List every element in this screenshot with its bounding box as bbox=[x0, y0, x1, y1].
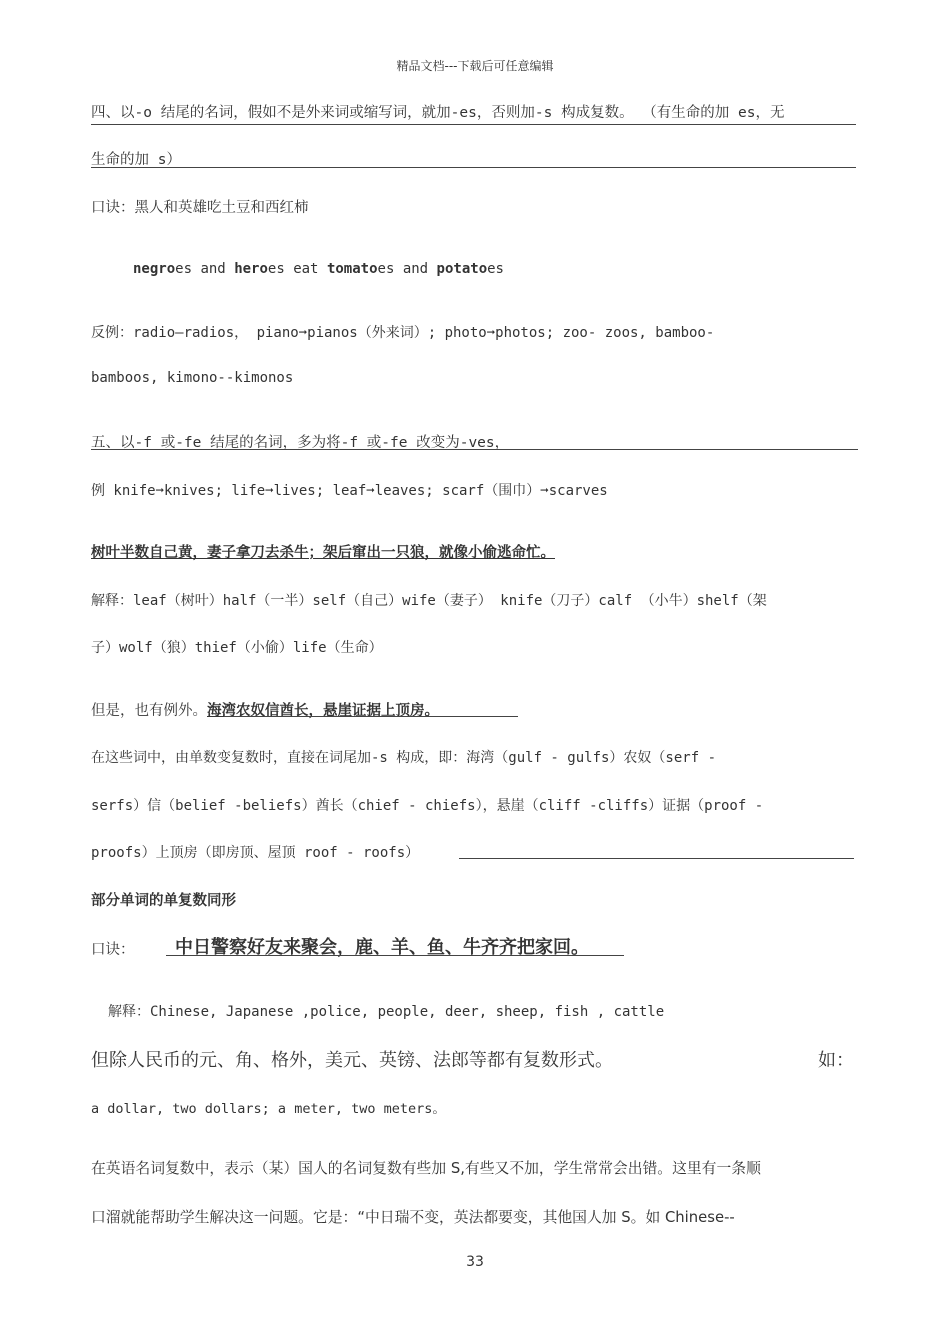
word-stem: tomato bbox=[326, 261, 378, 277]
same-form-label: 口诀： bbox=[91, 942, 135, 958]
counter-line1: 反例：radio—radios， piano➞pianos（外来词）; photo➞photos; zoo- zoos, bamboo- bbox=[91, 325, 715, 341]
section5-title: 五、以-f 或-fe 结尾的名词，多为将-f 或-fe 改变为-ves， bbox=[91, 435, 510, 451]
same-form-rhyme: 中日警察好友来聚会，鹿、羊、鱼、牛齐齐把家回。 bbox=[175, 937, 589, 958]
conj-and: and bbox=[402, 261, 429, 277]
same-form-underline bbox=[166, 955, 624, 956]
section5-examples: 例 knife➞knives; life➞lives; leaf➞leaves; scarf（围巾）➞scarves bbox=[91, 483, 608, 499]
word-suffix: es bbox=[487, 261, 504, 277]
section4-line1: 四、以-o 结尾的名词，假如不是外来词或缩写词，就加-es，否则加-s 构成复数。 （有生命的加 es，无 bbox=[91, 105, 785, 121]
nation-line1: 在英语名词复数中，表示（某）国人的名词复数有些加 S,有些又不加，学生常常会出错。这里有一条顺 bbox=[91, 1160, 761, 1177]
verb-eat: eat bbox=[293, 261, 319, 277]
nation-line2: 口溜就能帮助学生解决这一问题。它是：“中日瑞不变，英法都要变，其他国人加 S。如 Chinese-- bbox=[91, 1209, 735, 1226]
conj-and: and bbox=[200, 261, 226, 277]
section4-line2: 生命的加 s） bbox=[91, 152, 181, 168]
exception-rhyme: 海湾农奴信酋长，悬崖证据上顶房。 bbox=[207, 703, 439, 719]
section4-underline-1 bbox=[91, 124, 856, 125]
word-suffix: es bbox=[377, 261, 395, 277]
money-line: 但除人民币的元、角、格外，美元、英镑、法郎等都有复数形式。 bbox=[91, 1050, 613, 1071]
same-form-title: 部分单词的单复数同形 bbox=[91, 893, 236, 909]
page-number: 33 bbox=[466, 1254, 484, 1270]
exception-explain-3: proofs）上顶房（即房顶、屋顶 roof - roofs） bbox=[91, 845, 420, 861]
exception-underline bbox=[224, 716, 518, 717]
exception-underline-2 bbox=[459, 858, 854, 859]
money-ru: 如： bbox=[818, 1050, 854, 1071]
exception-explain-2: serfs）信（belief -beliefs）酋长（chief - chiefs），悬崖（cliff -cliffs）证据（proof - bbox=[91, 798, 764, 814]
section5-rhyme: 树叶半数自己黄，妻子拿刀去杀牛；架后窜出一只狼，就像小偷逃命忙。 bbox=[91, 545, 555, 561]
mnemonic-label: 口诀：黑人和英雄吃土豆和西红柿 bbox=[91, 200, 309, 216]
word-stem: hero bbox=[234, 261, 268, 277]
same-form-explain: 解释：Chinese, Japanese ,police, people, deer, sheep, fish , cattle bbox=[108, 1004, 665, 1020]
section4-underline-2 bbox=[91, 167, 856, 168]
section5-explain-2: 子）wolf（狼）thief（小偷）life（生命） bbox=[91, 640, 383, 656]
counter-line2: bamboos, kimono--kimonos bbox=[91, 370, 294, 386]
word-stem: potato bbox=[436, 261, 488, 277]
word-stem: negro bbox=[133, 261, 176, 277]
word-suffix: es bbox=[267, 261, 285, 277]
word-suffix: es bbox=[175, 261, 193, 277]
page-header: 精品文档---下载后可任意编辑 bbox=[396, 59, 554, 73]
money-examples: a dollar, two dollars; a meter, two meters。 bbox=[91, 1101, 446, 1117]
exception-explain-1: 在这些词中，由单数变复数时，直接在词尾加-s 构成，即：海湾（gulf - gulfs）农奴（serf - bbox=[91, 750, 717, 766]
section5-underline bbox=[91, 449, 858, 450]
section5-explain-1: 解释：leaf（树叶）half（一半）self（自己）wife（妻子） knife（刀子）calf （小牛）shelf（架 bbox=[91, 593, 767, 609]
exception-prefix: 但是，也有例外。 bbox=[91, 703, 207, 719]
mnemonic-words bbox=[133, 261, 504, 277]
